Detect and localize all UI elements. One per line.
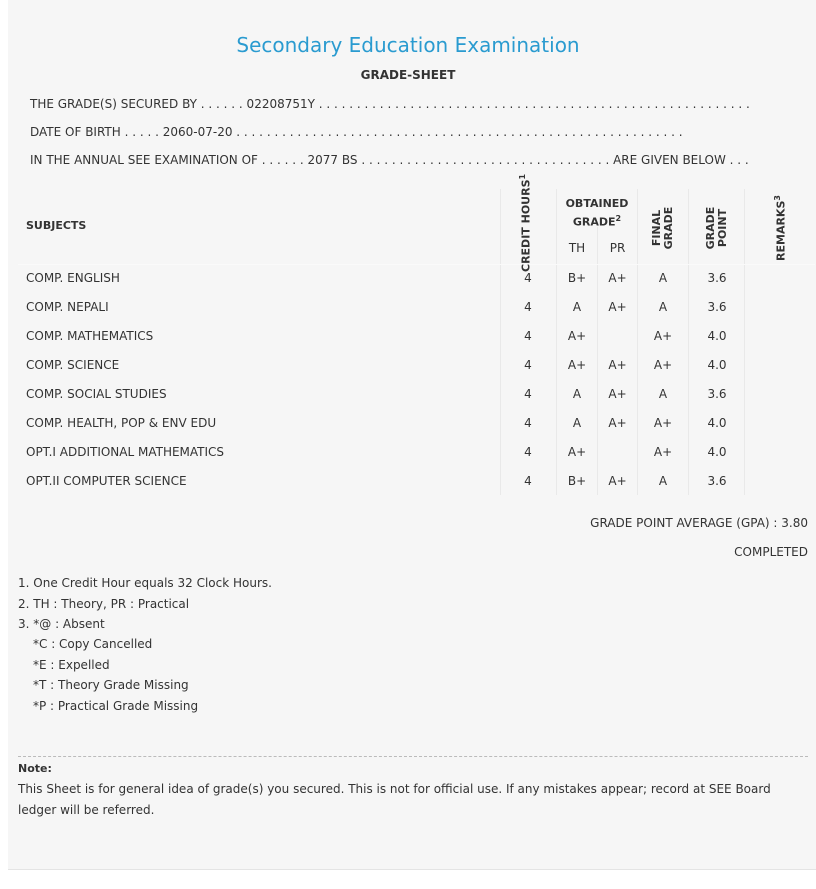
- theory-grade-cell: B+: [567, 474, 587, 488]
- theory-grade-cell: A+: [567, 358, 587, 372]
- grade-point-cell: 3.6: [707, 387, 727, 401]
- footnote-copy-cancelled: *C : Copy Cancelled: [33, 637, 153, 651]
- subject-cell: OPT.II COMPUTER SCIENCE: [26, 474, 187, 488]
- subject-cell: COMP. SOCIAL STUDIES: [26, 387, 167, 401]
- final-grade-cell: A: [658, 387, 668, 401]
- date-of-birth-line: DATE OF BIRTH . . . . . 2060-07-20 . . . . . . . . . . . . . . . . . . . . . . . . . . . . . . . . . . . . . . . . . . . . . . . . . . . . . . . . . . .: [30, 125, 683, 139]
- table-row: [18, 409, 815, 438]
- subject-cell: COMP. NEPALI: [26, 300, 109, 314]
- grade-point-cell: 3.6: [707, 300, 727, 314]
- subject-cell: OPT.I ADDITIONAL MATHEMATICS: [26, 445, 225, 459]
- credit-hours-cell: 4: [524, 416, 532, 430]
- practical-header: PR: [609, 241, 626, 255]
- credit-hours-cell: 4: [524, 474, 532, 488]
- grade-point-cell: 4.0: [707, 329, 727, 343]
- final-grade-header: FINAL GRADE: [650, 206, 675, 250]
- theory-header: TH: [568, 241, 586, 255]
- remarks-header: REMARKS$^3$: [773, 195, 788, 261]
- practical-grade-cell: A+: [608, 416, 627, 430]
- theory-grade-cell: A: [572, 387, 582, 401]
- practical-grade-cell: A+: [608, 300, 627, 314]
- practical-grade-cell: A+: [608, 474, 627, 488]
- footnote-th-pr: 2. TH : Theory, PR : Practical: [18, 597, 190, 611]
- table-row: [18, 380, 815, 409]
- grade-point-cell: 3.6: [707, 271, 727, 285]
- table-row: [18, 293, 815, 322]
- credit-hours-cell: 4: [524, 271, 532, 285]
- subject-cell: COMP. HEALTH, POP & ENV EDU: [26, 416, 217, 430]
- practical-grade-cell: [598, 438, 637, 467]
- practical-grade-cell: A+: [608, 387, 627, 401]
- grade-point-cell: 3.6: [707, 474, 727, 488]
- footnote-expelled: *E : Expelled: [33, 658, 110, 672]
- obtained-grade-header: OBTAINED GRADE$^2$: [565, 197, 629, 229]
- credit-hours-cell: 4: [524, 445, 532, 459]
- theory-grade-cell: A+: [567, 445, 587, 459]
- credit-hours-cell: 4: [524, 329, 532, 343]
- final-grade-cell: A+: [653, 358, 673, 372]
- footnote-credit-hour: 1. One Credit Hour equals 32 Clock Hours.: [18, 576, 272, 590]
- theory-grade-cell: A: [572, 300, 582, 314]
- note-body: This Sheet is for general idea of grade(s) you secured. This is not for official use. If any mistakes appear; record at SEE Board ledger will be referred.: [18, 782, 771, 817]
- practical-grade-cell: [598, 322, 637, 351]
- table-row: [18, 264, 815, 293]
- credit-hours-cell: 4: [524, 300, 532, 314]
- page-subtitle: GRADE-SHEET: [360, 68, 456, 82]
- grade-point-cell: 4.0: [707, 445, 727, 459]
- table-row: [18, 351, 815, 380]
- final-grade-cell: A: [658, 271, 668, 285]
- table-row: [18, 438, 815, 467]
- final-grade-cell: A: [658, 300, 668, 314]
- theory-grade-cell: A+: [567, 329, 587, 343]
- subjects-header: SUBJECTS: [26, 219, 87, 232]
- final-grade-cell: A+: [653, 416, 673, 430]
- grade-point-header: GRADE POINT: [704, 206, 729, 250]
- final-grade-cell: A+: [653, 445, 673, 459]
- footnote-practical-missing: *P : Practical Grade Missing: [33, 699, 199, 713]
- note-heading: Note:: [18, 762, 52, 775]
- footnote-theory-missing: *T : Theory Grade Missing: [33, 678, 189, 692]
- practical-grade-cell: A+: [608, 358, 627, 372]
- table-header: [18, 173, 815, 272]
- practical-grade-cell: A+: [608, 271, 627, 285]
- symbol-number-line: THE GRADE(S) SECURED BY . . . . . . 02208751Y . . . . . . . . . . . . . . . . . . . . . . . . . . . . . . . . . . . . . . . . . . . . . . . . . . . . . . . . .: [30, 97, 750, 111]
- credit-hours-cell: 4: [524, 387, 532, 401]
- credit-hours-cell: 4: [524, 358, 532, 372]
- exam-year-line: IN THE ANNUAL SEE EXAMINATION OF . . . . . . 2077 BS . . . . . . . . . . . . . . . . . . . . . . . . . . . . . . . . . ARE GIVEN BELOW . . .: [30, 153, 749, 167]
- subject-cell: COMP. MATHEMATICS: [26, 329, 154, 343]
- table-row: [18, 467, 815, 496]
- grade-point-cell: 4.0: [707, 416, 727, 430]
- subject-cell: COMP. ENGLISH: [26, 271, 120, 285]
- gpa-text: GRADE POINT AVERAGE (GPA) : 3.80: [590, 516, 808, 530]
- result-status: COMPLETED: [734, 545, 808, 559]
- grade-point-cell: 4.0: [707, 358, 727, 372]
- note-divider: [18, 756, 808, 757]
- theory-grade-cell: A: [572, 416, 582, 430]
- footnote-absent: 3. *@ : Absent: [18, 617, 105, 631]
- subject-cell: COMP. SCIENCE: [26, 358, 120, 372]
- theory-grade-cell: B+: [567, 271, 587, 285]
- final-grade-cell: A+: [653, 329, 673, 343]
- credit-hours-header: CREDIT HOURS$^1$: [518, 173, 533, 272]
- page-title: Secondary Education Examination: [236, 33, 580, 57]
- table-row: [18, 322, 815, 351]
- final-grade-cell: A: [658, 474, 668, 488]
